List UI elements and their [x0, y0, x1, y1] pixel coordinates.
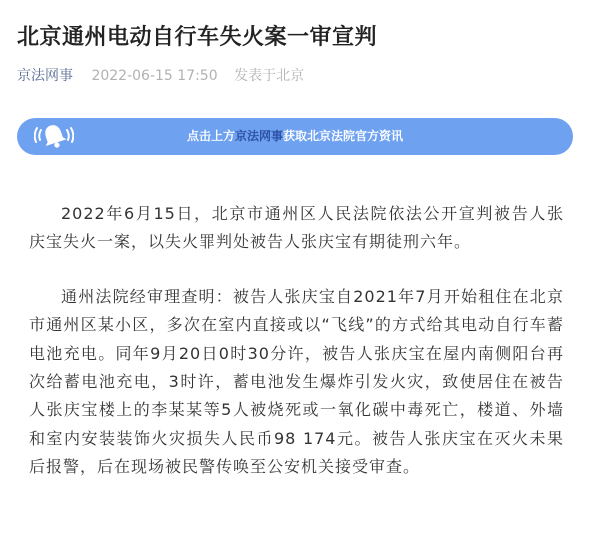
account-name-link[interactable]: 京法网事 — [17, 68, 73, 84]
banner-text-before: 点击上方 — [186, 129, 235, 143]
article-body — [29, 200, 564, 482]
publish-time: 2022-06-15 17:50 — [91, 68, 218, 84]
paragraph: 2022年6月15日，北京市通州区人民法院依法公开宣判被告人张庆宝失火一案，以失火罪判处被告人张庆宝有期徒刑六年。 — [29, 204, 564, 252]
banner-text — [17, 118, 573, 155]
publish-location: 发表于北京 — [234, 68, 305, 84]
article-meta — [17, 66, 304, 86]
paragraph: 通州法院经审理查明：被告人张庆宝自2021年7月开始租住在北京市通州区某小区，多次在室内直接或以“飞线”的方式给其电动自行车蓄电池充电。同年9月20日0时30分许，被告人张庆宝在屋内南侧阳台再次给蓄电池充电，3时许，蓄电池发生爆炸引发火灾，致使居住在被告人张庆宝楼上的李某某等5人被烧死或一氧化碳中毒死亡，楼道、外墙和室内安装装饰火灾损失人民币98 174元。被告人张庆宝在灭火未果后报警，后在现场被民警传唤至公安机关接受审查。 — [29, 286, 564, 477]
banner-text-after: 获取北京法院官方资讯 — [283, 129, 404, 143]
banner-account-highlight: 京法网事 — [234, 129, 283, 143]
follow-banner[interactable] — [17, 118, 573, 155]
article-title: 北京通州电动自行车失火案一审宣判 — [17, 25, 378, 50]
